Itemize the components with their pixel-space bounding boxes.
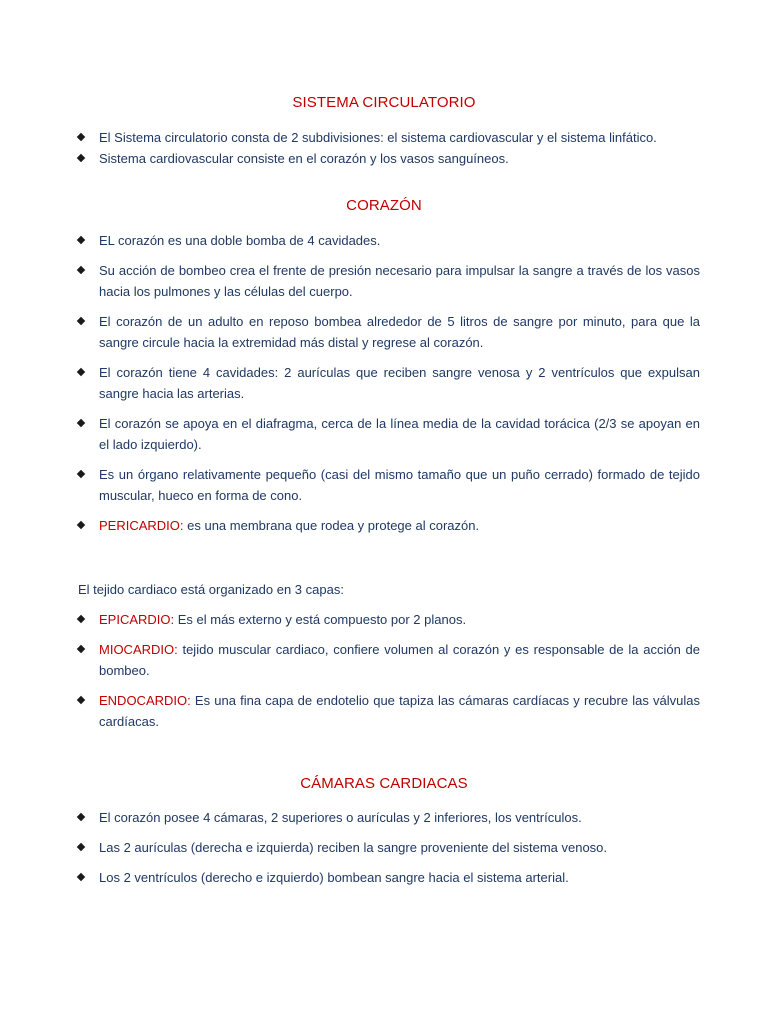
list-item-text: Las 2 aurículas (derecha e izquierda) reciben la sangre proveniente del sistema venoso. [99, 840, 608, 855]
corazon-list [78, 230, 700, 545]
endocardio-text: Es una fina capa de endotelio que tapiza las cámaras cardíacas y recubre las válvulas cardíacas. [99, 693, 700, 729]
list-item-epicardio [78, 609, 700, 630]
list-item [78, 867, 700, 888]
list-item-pericardio [78, 515, 700, 536]
list-item [78, 260, 700, 302]
heading-corazon: CORAZÓN [346, 197, 422, 214]
list-item [78, 837, 700, 858]
diamond-bullet-icon [77, 317, 85, 325]
diamond-bullet-icon [77, 419, 85, 427]
diamond-bullet-icon [77, 236, 85, 244]
diamond-bullet-icon [77, 266, 85, 274]
list-item [78, 148, 700, 169]
list-item [78, 127, 700, 148]
list-item-endocardio [78, 690, 700, 732]
camaras-list [78, 807, 700, 897]
diamond-bullet-icon [77, 154, 85, 162]
diamond-bullet-icon [77, 645, 85, 653]
diamond-bullet-icon [77, 813, 85, 821]
list-item-text: El corazón posee 4 cámaras, 2 superiores o aurículas y 2 inferiores, los ventrículos. [99, 810, 582, 825]
diamond-bullet-icon [77, 696, 85, 704]
heading-sistema-circulatorio: SISTEMA CIRCULATORIO [292, 94, 476, 111]
list-item [78, 807, 700, 828]
diamond-bullet-icon [77, 133, 85, 141]
list-item-text: Es un órgano relativamente pequeño (casi del mismo tamaño que un puño cerrado) formado de tejido muscular, hueco en forma de cono. [99, 467, 700, 503]
list-item [78, 311, 700, 353]
list-item-text: Su acción de bombeo crea el frente de presión necesario para impulsar la sangre a través de los vasos hacia los pulmones y las células del cuerpo. [99, 263, 700, 299]
intro-list [78, 127, 700, 169]
heading-camaras-cardiacas: CÁMARAS CARDIACAS [300, 775, 468, 792]
list-item [78, 413, 700, 455]
list-item-text: El corazón de un adulto en reposo bombea alrededor de 5 litros de sangre por minuto, para que la sangre circule hacia la extremidad más distal y regrese al corazón. [99, 314, 700, 350]
list-item-text: Sistema cardiovascular consiste en el corazón y los vasos sanguíneos. [99, 151, 509, 166]
list-item-text: El corazón se apoya en el diafragma, cerca de la línea media de la cavidad torácica (2/3 se apoyan en el lado izquierdo). [99, 416, 700, 452]
capas-list [78, 609, 700, 741]
term-miocardio: MIOCARDIO: [99, 642, 178, 657]
diamond-bullet-icon [77, 843, 85, 851]
list-item-text: EL corazón es una doble bomba de 4 cavidades. [99, 233, 381, 248]
epicardio-text: Es el más externo y está compuesto por 2 planos. [174, 612, 467, 627]
diamond-bullet-icon [77, 368, 85, 376]
diamond-bullet-icon [77, 615, 85, 623]
miocardio-text: tejido muscular cardiaco, confiere volumen al corazón y es responsable de la acción de bombeo. [99, 642, 700, 678]
capas-intro: El tejido cardiaco está organizado en 3 capas: [78, 582, 344, 597]
term-endocardio: ENDOCARDIO: [99, 693, 191, 708]
list-item-text: El Sistema circulatorio consta de 2 subdivisiones: el sistema cardiovascular y el sistema linfático. [99, 130, 657, 145]
diamond-bullet-icon [77, 873, 85, 881]
diamond-bullet-icon [77, 521, 85, 529]
term-epicardio: EPICARDIO: [99, 612, 175, 627]
term-pericardio: PERICARDIO: [99, 518, 184, 533]
list-item-text: Los 2 ventrículos (derecho e izquierdo) bombean sangre hacia el sistema arterial. [99, 870, 569, 885]
list-item [78, 362, 700, 404]
diamond-bullet-icon [77, 470, 85, 478]
pericardio-text: es una membrana que rodea y protege al corazón. [183, 518, 480, 533]
list-item [78, 464, 700, 506]
list-item [78, 230, 700, 251]
list-item-text: El corazón tiene 4 cavidades: 2 aurículas que reciben sangre venosa y 2 ventrículos que expulsan sangre hacia las arterias. [99, 365, 700, 401]
list-item-miocardio [78, 639, 700, 681]
